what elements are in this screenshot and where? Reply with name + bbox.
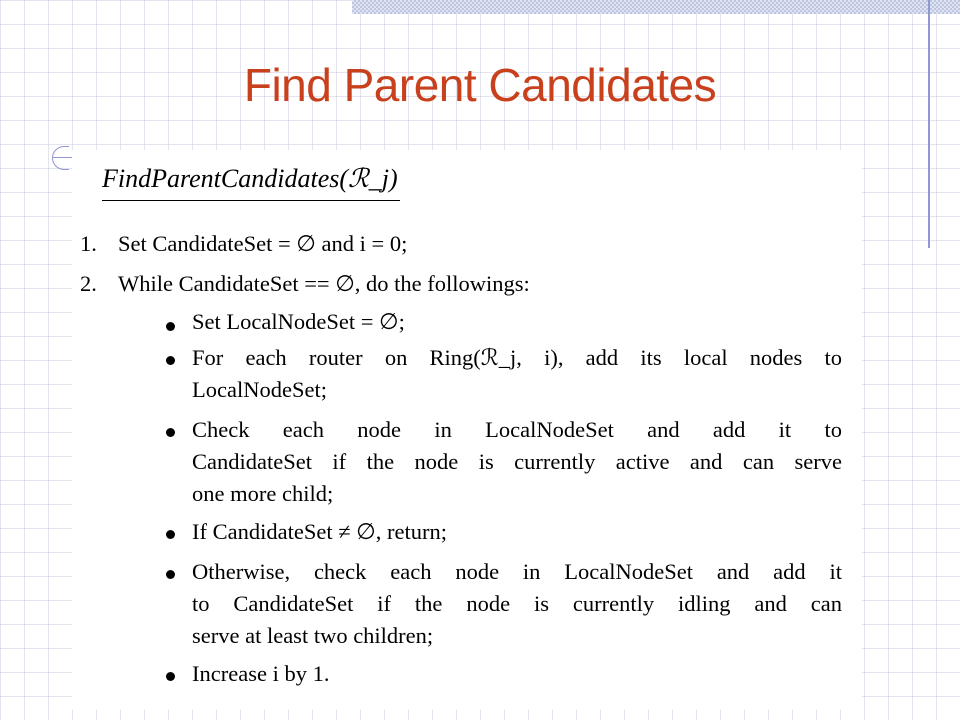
bullet-line: Otherwise, check each node in LocalNodeSet and add it [192, 559, 842, 584]
bullet-item [192, 556, 842, 652]
bullet-line: Increase i by 1. [192, 661, 330, 686]
bullet-line: If CandidateSet ≠ ∅, return; [192, 519, 448, 544]
bullet-marker [166, 570, 175, 579]
step-text: While CandidateSet == ∅, do the followings: [118, 271, 530, 296]
bullet-line: LocalNodeSet; [192, 377, 327, 402]
bullet-item [192, 658, 842, 690]
bullet-line: one more child; [192, 481, 334, 506]
bullet-item [192, 306, 842, 338]
bullet-line: to CandidateSet if the node is currently idling and can [192, 591, 842, 616]
bullet-marker [166, 530, 175, 539]
bullet-marker [166, 322, 175, 331]
bullet-marker [166, 356, 175, 365]
right-decor-line [928, 0, 930, 248]
algorithm-panel [72, 150, 862, 710]
curl-decor-icon [52, 146, 69, 170]
bullet-line: serve at least two children; [192, 623, 434, 648]
bullet-marker [166, 672, 175, 681]
bullet-item [192, 342, 842, 406]
bullet-line: CandidateSet if the node is currently active and can serve [192, 449, 842, 474]
bullet-marker [166, 428, 175, 437]
function-header: FindParentCandidates(ℛ_j) [102, 164, 400, 201]
bullet-line: Set LocalNodeSet = ∅; [192, 309, 405, 334]
step-number: 2. [80, 271, 97, 296]
top-decor-band [352, 0, 960, 14]
bullet-line: For each router on Ring(ℛ_j, i), add its local nodes to [192, 345, 842, 370]
step-text: Set CandidateSet = ∅ and i = 0; [118, 231, 408, 256]
bullet-item [192, 414, 842, 510]
bullet-line: Check each node in LocalNodeSet and add it to [192, 417, 842, 442]
bullet-item [192, 516, 842, 548]
slide-title: Find Parent Candidates [243, 59, 717, 111]
step-number: 1. [80, 231, 97, 256]
